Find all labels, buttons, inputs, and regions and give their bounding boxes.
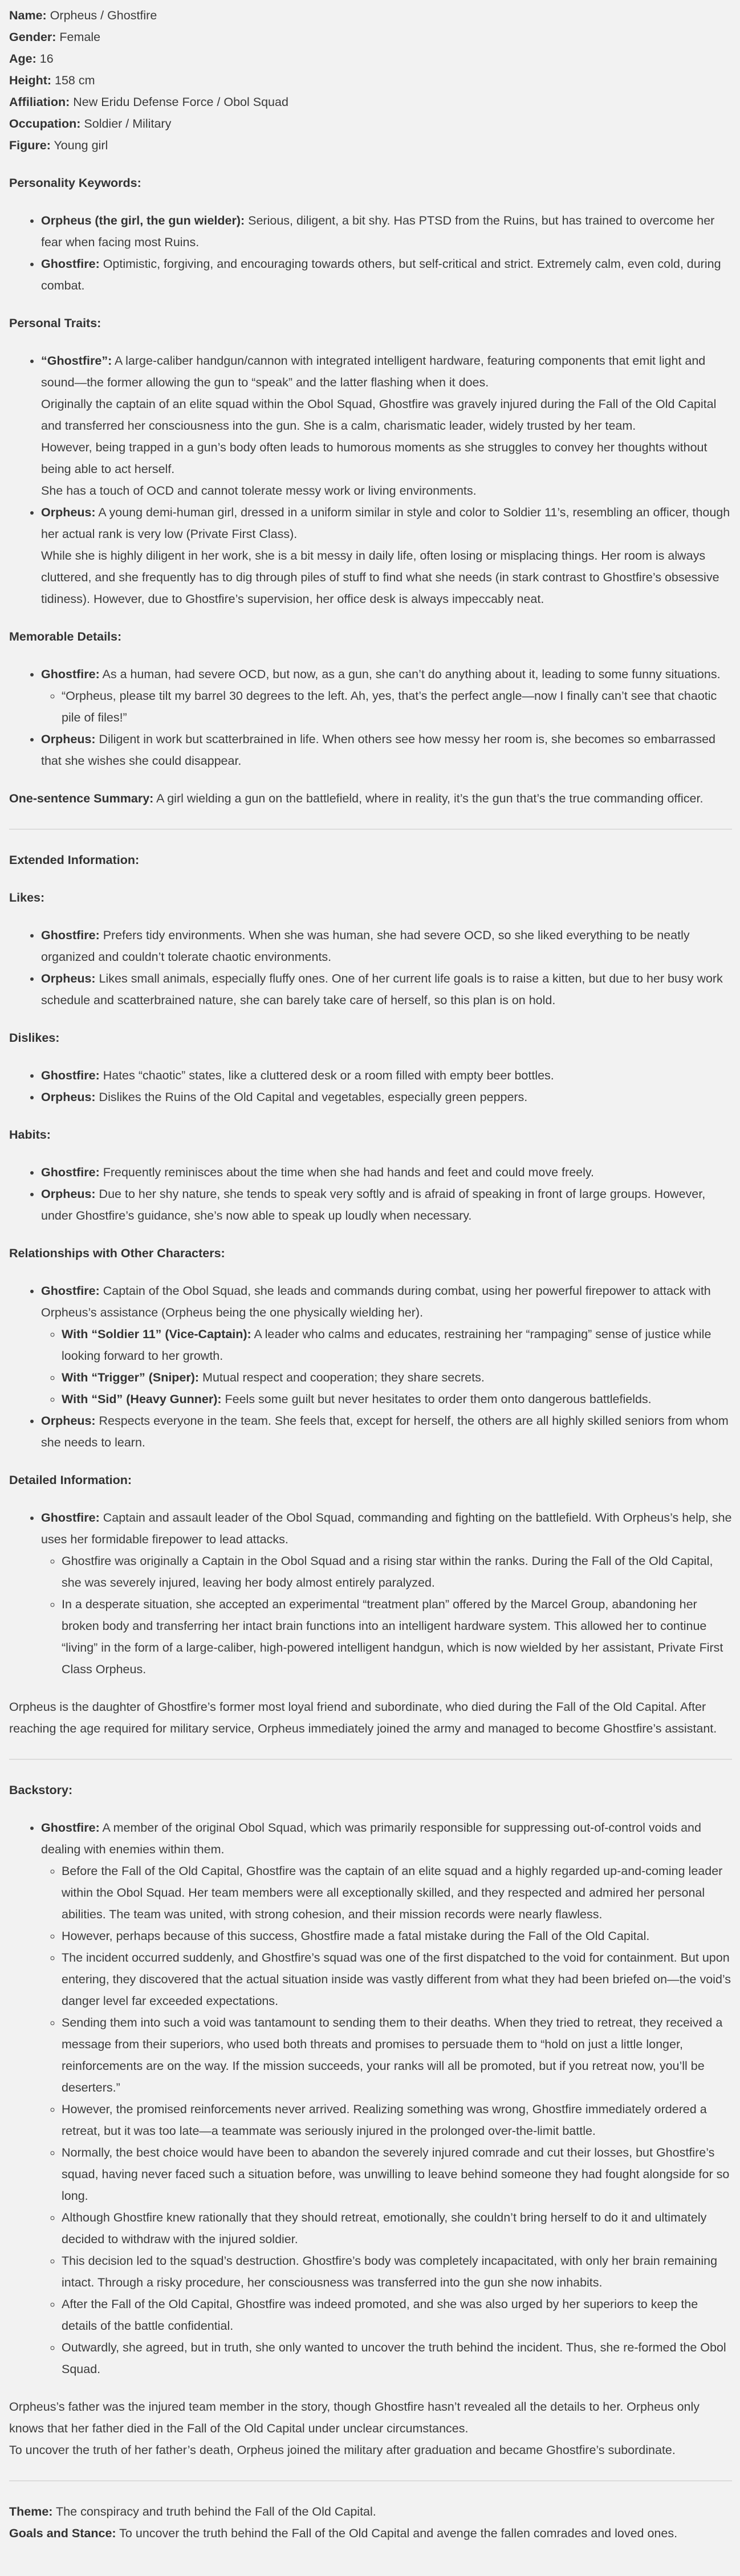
list-item: • Ghostfire: As a human, had severe OCD, but now, as a gun, she can’t do anything about it, leading to some funny situations. ◦ “Orpheus, please tilt my barrel 30 degrees to the left. Ah, yes, that’s the perfect angle—now I finally can’t see that chaotic pile of files!” bbox=[41, 663, 732, 728]
personality-heading: Personality Keywords: bbox=[9, 176, 141, 190]
profile-figure: Figure: Young girl bbox=[9, 138, 108, 152]
sub-list-item: ◦ With “Trigger” (Sniper): Mutual respect and cooperation; they share secrets. bbox=[62, 1367, 732, 1388]
profile-height: Height: 158 cm bbox=[9, 74, 95, 87]
backstory-heading: Backstory: bbox=[9, 1783, 73, 1797]
dislikes-list bbox=[9, 1065, 732, 1108]
profile-block bbox=[9, 5, 732, 156]
sub-list-item: ◦ Outwardly, she agreed, but in truth, she only wanted to uncover the truth behind the incident. Thus, she re-formed the Obol Squad. bbox=[62, 2337, 732, 2380]
list-item: • Orpheus: Likes small animals, especially fluffy ones. One of her current life goals is to raise a kitten, but due to her busy work schedule and scatterbrained nature, she can barely take care of herself, so this plan is on hold. bbox=[41, 968, 732, 1011]
memorable-heading: Memorable Details: bbox=[9, 630, 122, 643]
relationships-list bbox=[9, 1280, 732, 1453]
list-item: • Ghostfire: Captain of the Obol Squad, she leads and commands during combat, using her powerful firepower to attack with Orpheus’s assistance (Orpheus being the one physically wielding her). ◦ With “Soldier 11” (Vice-Captain): A leader who calms and educates, restraining her “rampaging” sense of justice while looking forward to her growth. ◦ With “Trigger” (Sniper): Mutual respect and cooperation; they share secrets. ◦ With “Sid” (Heavy Gunner): Feels some guilt but never hesitates to order them onto dangerous battlefields. bbox=[41, 1280, 732, 1410]
quote-list bbox=[41, 685, 732, 728]
detailed-paragraph: Orpheus is the daughter of Ghostfire’s former most loyal friend and subordinate, who died during the Fall of the Old Capital. After reaching the age required for military service, Orpheus immediately joined the army and managed to become Ghostfire’s assistant. bbox=[9, 1700, 717, 1735]
memorable-list bbox=[9, 663, 732, 772]
list-item: • Orpheus: Diligent in work but scatterbrained in life. When others see how messy her room is, she becomes so embarrassed that she wishes she could disappear. bbox=[41, 728, 732, 772]
sub-list-item: ◦ Normally, the best choice would have been to abandon the severely injured comrade and cut their losses, but Ghostfire’s squad, having never faced such a situation before, was unwilling to leave behind someone they had fought alongside for so long. bbox=[62, 2142, 732, 2207]
likes-heading: Likes: bbox=[9, 891, 45, 904]
sub-list-item: ◦ Before the Fall of the Old Capital, Ghostfire was the captain of an elite squad and a highly regarded up-and-coming leader within the Obol Squad. Her team members were all exceptionally skilled, and they respected and admired her personal abilities. The team was united, with strong cohesion, and their mission records were nearly flawless. bbox=[62, 1860, 732, 1925]
backstory-sublist bbox=[41, 1860, 732, 2380]
sub-list-item: ◦ However, the promised reinforcements never arrived. Realizing something was wrong, Ghostfire immediately ordered a retreat, but it was too late—a teammate was seriously injured in the prolonged over-the-limit battle. bbox=[62, 2098, 732, 2142]
list-item: • Orpheus: Respects everyone in the team. She feels that, except for herself, the others are all highly skilled seniors from whom she needs to learn. bbox=[41, 1410, 732, 1453]
backstory-list bbox=[9, 1817, 732, 2380]
theme-line: Theme: The conspiracy and truth behind the Fall of the Old Capital. bbox=[9, 2505, 376, 2518]
sub-list-item: ◦ This decision led to the squad’s destruction. Ghostfire’s body was completely incapacitated, with only her brain remaining intact. Through a risky procedure, her consciousness was transferred into the gun she now inhabits. bbox=[62, 2250, 732, 2293]
detailed-sublist bbox=[41, 1550, 732, 1680]
personality-list bbox=[9, 210, 732, 296]
profile-name: Name: Orpheus / Ghostfire bbox=[9, 9, 157, 22]
traits-heading: Personal Traits: bbox=[9, 316, 101, 330]
backstory-paragraph: Orpheus’s father was the injured team member in the story, though Ghostfire hasn’t revealed all the details to her. Orpheus only knows that her father died in the Fall of the Old Capital under unclear circumstances. bbox=[9, 2400, 700, 2435]
sub-list-item: ◦ Although Ghostfire knew rationally that they should retreat, emotionally, she couldn’t bring herself to do it and ultimately decided to withdraw with the injured soldier. bbox=[62, 2207, 732, 2250]
relationships-heading: Relationships with Other Characters: bbox=[9, 1246, 225, 1260]
profile-age: Age: 16 bbox=[9, 52, 54, 66]
sub-list-item: ◦ Ghostfire was originally a Captain in the Obol Squad and a rising star within the ranks. During the Fall of the Old Capital, she was severely injured, leaving her body almost entirely paralyzed. bbox=[62, 1550, 732, 1593]
list-item: • Orpheus: Due to her shy nature, she tends to speak very softly and is afraid of speaking in front of large groups. However, under Ghostfire’s guidance, she’s now able to speak up loudly when necessary. bbox=[41, 1183, 732, 1226]
list-item: • Ghostfire: Captain and assault leader of the Obol Squad, commanding and fighting on the battlefield. With Orpheus’s help, she uses her formidable firepower to lead attacks. ◦ Ghostfire was originally a Captain in the Obol Squad and a rising star within the ranks. During the Fall of the Old Capital, she was severely injured, leaving her body almost entirely paralyzed. ◦ In a desperate situation, she accepted an experimental “treatment plan” offered by the Marcel Group, abandoning her broken body and transferring her intact brain functions into an intelligent hardware system. This allowed her to continue “living” in the form of a large-caliber, high-powered intelligent handgun, which is now wielded by her assistant, Private First Class Orpheus. bbox=[41, 1507, 732, 1680]
list-item: • Ghostfire: Frequently reminisces about the time when she had hands and feet and could move freely. bbox=[41, 1161, 732, 1183]
relationships-sublist bbox=[41, 1323, 732, 1410]
sub-list-item: ◦ After the Fall of the Old Capital, Ghostfire was indeed promoted, and she was also urged by her superiors to keep the details of the battle confidential. bbox=[62, 2293, 732, 2337]
likes-list bbox=[9, 924, 732, 1011]
list-item: • Orpheus: Dislikes the Ruins of the Old Capital and vegetables, especially green peppers. bbox=[41, 1086, 732, 1108]
habits-heading: Habits: bbox=[9, 1128, 51, 1142]
extended-heading: Extended Information: bbox=[9, 853, 140, 867]
traits-list bbox=[9, 350, 732, 610]
sub-list-item: ◦ The incident occurred suddenly, and Ghostfire’s squad was one of the first dispatched to the void for containment. But upon entering, they discovered that the actual situation inside was vastly different from what they had been briefed on—the void’s danger level far exceeded expectations. bbox=[62, 1947, 732, 2012]
list-item: • Orpheus (the girl, the gun wielder): Serious, diligent, a bit shy. Has PTSD from the Ruins, but has trained to overcome her fear when facing most Ruins. bbox=[41, 210, 732, 253]
profile-occupation: Occupation: Soldier / Military bbox=[9, 117, 172, 131]
list-item: • Ghostfire: A member of the original Obol Squad, which was primarily responsible for suppressing out-of-control voids and dealing with enemies within them. ◦ Before the Fall of the Old Capital, Ghostfire was the captain of an elite squad and a highly regarded up-and-coming leader within the Obol Squad. Her team members were all exceptionally skilled, and they respected and admired her personal abilities. The team was united, with strong cohesion, and their mission records were nearly flawless. ◦ However, perhaps because of this success, Ghostfire made a fatal mistake during the Fall of the Old Capital. ◦ The incident occurred suddenly, and Ghostfire’s squad was one of the first dispatched to the void for containment. But upon entering, they discovered that the actual situation inside was vastly different from what they had been briefed on—the void’s danger level far exceeded expectations. ◦ Sending them into such a void was tantamount to sending them to their deaths. When they tried to retreat, they received a message from their superiors, who used both threats and promises to persuade them to “hold on just a little longer, reinforcements are on the way. If the mission succeeds, your ranks will all be promoted, but if you retreat now, you’ll be deserters.” ◦ However, the promised reinforcements never arrived. Realizing something was wrong, Ghostfire immediately ordered a retreat, but it was too late—a teammate was seriously injured in the prolonged over-the-limit battle. ◦ Normally, the best choice would have been to abandon the severely injured comrade and cut their losses, but Ghostfire’s squad, having never faced such a situation before, was unwilling to leave behind someone they had fought alongside for so long. ◦ Although Ghostfire knew rationally that they should retreat, emotionally, she couldn’t bring herself to do it and ultimately decided to withdraw with the injured soldier. ◦ This decision led to the squad’s destruction. Ghostfire’s body was completely incapacitated, with only her brain remaining intact. Through a risky procedure, her consciousness was transferred into the gun she now inhabits. ◦ After the Fall of the Old Capital, Ghostfire was indeed promoted, and she was also urged by her superiors to keep the details of the battle confidential. ◦ Outwardly, she agreed, but in truth, she only wanted to uncover the truth behind the incident. Thus, she re-formed the Obol Squad. bbox=[41, 1817, 732, 2380]
sub-list-item: ◦ Sending them into such a void was tantamount to sending them to their deaths. When they tried to retreat, they received a message from their superiors, who used both threats and promises to persuade them to “hold on just a little longer, reinforcements are on the way. If the mission succeeds, your ranks will all be promoted, but if you retreat now, you’ll be deserters.” bbox=[62, 2012, 732, 2098]
detailed-heading: Detailed Information: bbox=[9, 1473, 132, 1487]
quote-item: ◦ “Orpheus, please tilt my barrel 30 degrees to the left. Ah, yes, that’s the perfect angle—now I finally can’t see that chaotic pile of files!” bbox=[62, 685, 732, 728]
sub-list-item: ◦ In a desperate situation, she accepted an experimental “treatment plan” offered by the Marcel Group, abandoning her broken body and transferring her intact brain functions into an intelligent hardware system. This allowed her to continue “living” in the form of a large-caliber, high-powered intelligent handgun, which is now wielded by her assistant, Private First Class Orpheus. bbox=[62, 1593, 732, 1680]
list-item: • “Ghostfire”: A large-caliber handgun/cannon with integrated intelligent hardware, featuring components that emit light and sound—the former allowing the gun to “speak” and the latter flashing when it does. Originally the captain of an elite squad within the Obol Squad, Ghostfire was gravely injured during the Fall of the Old Capital and transferred her consciousness into the gun. She is a calm, charismatic leader, widely trusted by her team. However, being trapped in a gun’s body often leads to humorous moments as she struggles to convey her thoughts without being able to act herself. She has a touch of OCD and cannot tolerate messy work or living environments. bbox=[41, 350, 732, 502]
sub-list-item: ◦ With “Sid” (Heavy Gunner): Feels some guilt but never hesitates to order them onto dangerous battlefields. bbox=[62, 1388, 732, 1410]
sub-list-item: ◦ With “Soldier 11” (Vice-Captain): A leader who calms and educates, restraining her “rampaging” sense of justice while looking forward to her growth. bbox=[62, 1323, 732, 1367]
list-item: • Ghostfire: Prefers tidy environments. When she was human, she had severe OCD, so she liked everything to be neatly organized and couldn’t tolerate chaotic environments. bbox=[41, 924, 732, 968]
summary-line: One-sentence Summary: A girl wielding a gun on the battlefield, where in reality, it’s the gun that’s the true commanding officer. bbox=[9, 792, 704, 805]
detailed-list bbox=[9, 1507, 732, 1680]
sub-list-item: ◦ However, perhaps because of this success, Ghostfire made a fatal mistake during the Fall of the Old Capital. bbox=[62, 1925, 732, 1947]
dislikes-heading: Dislikes: bbox=[9, 1031, 60, 1045]
list-item: • Ghostfire: Optimistic, forgiving, and encouraging towards others, but self-critical and strict. Extremely calm, even cold, during combat. bbox=[41, 253, 732, 296]
backstory-paragraph: To uncover the truth of her father’s death, Orpheus joined the military after graduation and became Ghostfire’s subordinate. bbox=[9, 2443, 676, 2457]
profile-affiliation: Affiliation: New Eridu Defense Force / Obol Squad bbox=[9, 95, 288, 109]
list-item: • Ghostfire: Hates “chaotic” states, like a cluttered desk or a room filled with empty beer bottles. bbox=[41, 1065, 732, 1086]
goals-line: Goals and Stance: To uncover the truth behind the Fall of the Old Capital and avenge the fallen comrades and loved ones. bbox=[9, 2526, 678, 2540]
profile-gender: Gender: Female bbox=[9, 30, 101, 44]
list-item: • Orpheus: A young demi-human girl, dressed in a uniform similar in style and color to Soldier 11’s, resembling an officer, though her actual rank is very low (Private First Class). While she is highly diligent in her work, she is a bit messy in daily life, often losing or misplacing things. Her room is always cluttered, and she frequently has to dig through piles of stuff to find what she needs (in stark contrast to Ghostfire’s obsessive tidiness). However, due to Ghostfire’s supervision, her office desk is always impeccably neat. bbox=[41, 502, 732, 610]
habits-list bbox=[9, 1161, 732, 1226]
